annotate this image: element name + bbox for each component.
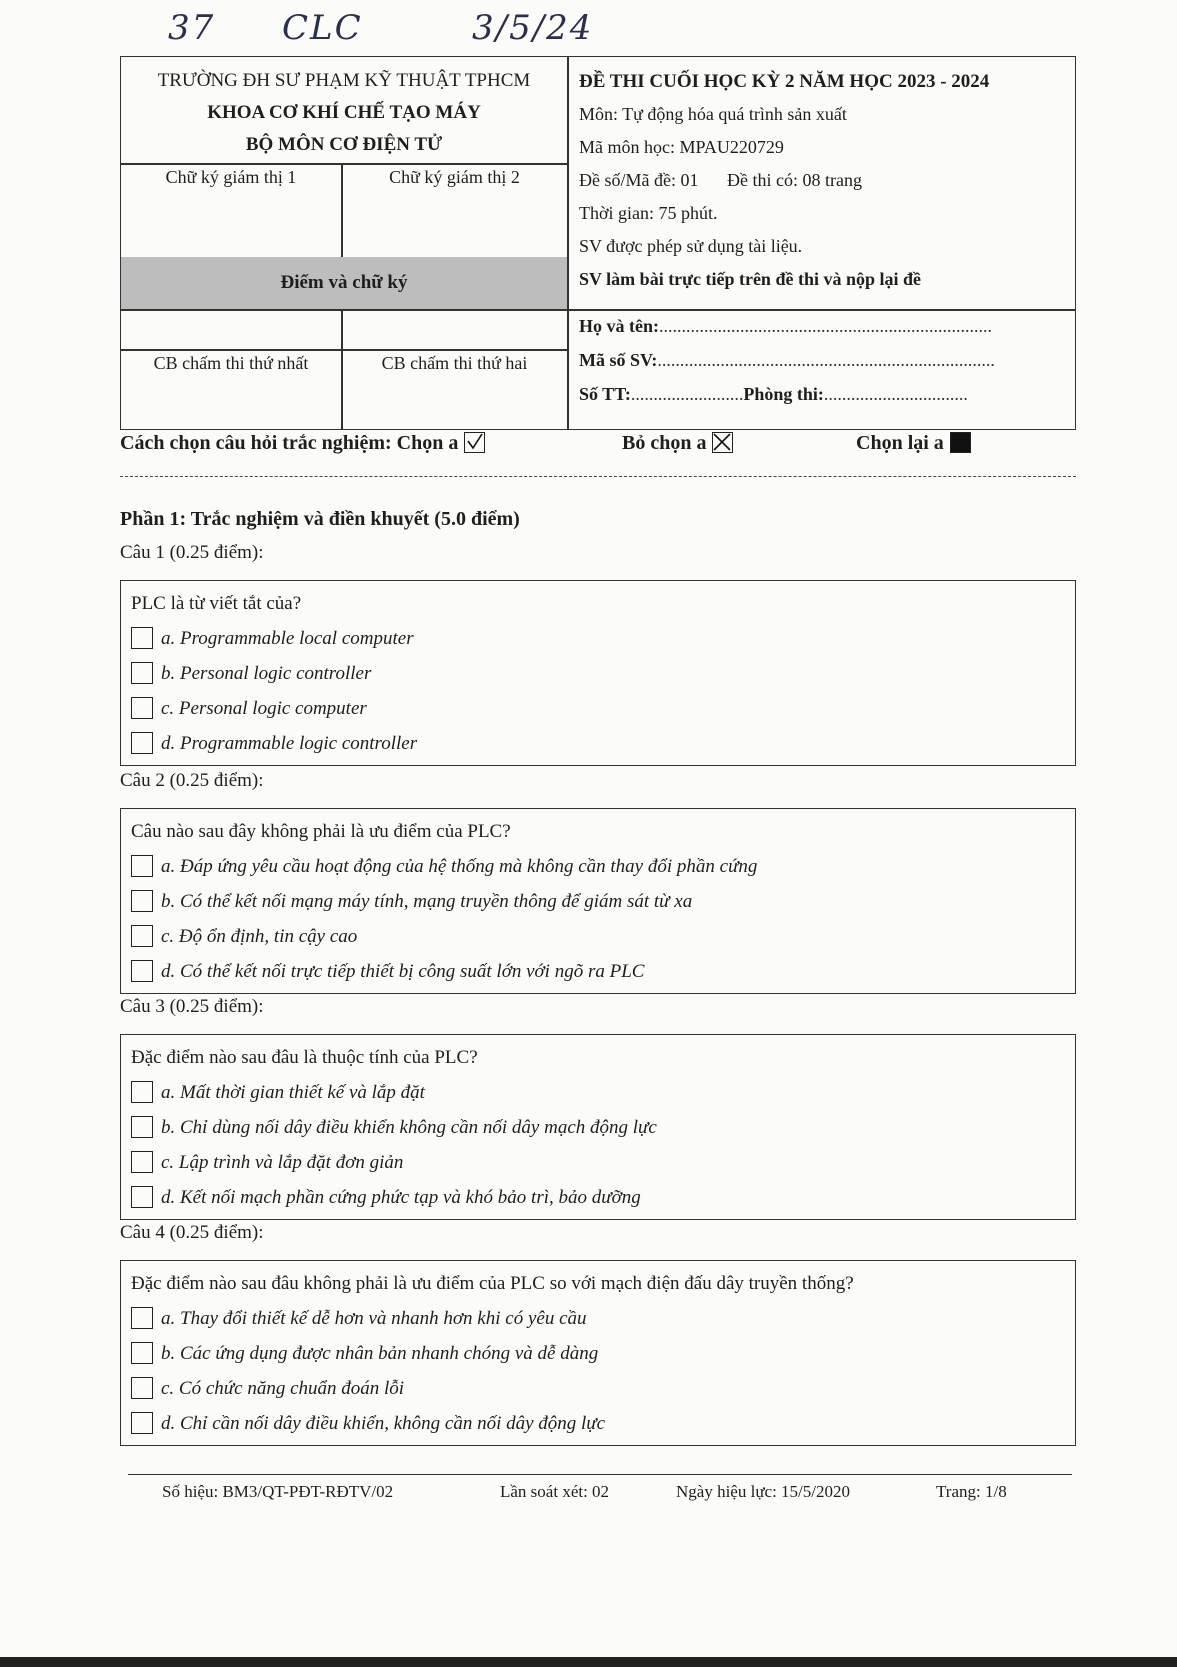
grader1-label-text: CB chấm thi thứ nhất: [153, 353, 309, 373]
question-2-option-c[interactable]: [131, 919, 1065, 954]
option-label: a. Thay đổi thiết kế dễ hơn và nhanh hơn khi có yêu cầu: [161, 1308, 587, 1329]
option-label: d. Kết nối mạch phần cứng phức tạp và khó bảo trì, bảo dưỡng: [161, 1187, 641, 1208]
question-4-box: [120, 1260, 1076, 1446]
checkbox[interactable]: [131, 697, 153, 719]
cross-mark-icon: [712, 432, 733, 453]
question-1-text: PLC là từ viết tắt của?: [131, 593, 302, 614]
university-name: TRƯỜNG ĐH SƯ PHẠM KỸ THUẬT TPHCM: [157, 70, 531, 91]
exam-title: ĐỀ THI CUỐI HỌC KỲ 2 NĂM HỌC 2023 - 2024: [579, 71, 990, 92]
student-name-row: [579, 309, 1069, 343]
question-1-option-a[interactable]: [131, 621, 1065, 656]
exam-number: Đề số/Mã đề: 01: [579, 170, 699, 190]
question-2-option-a[interactable]: [131, 849, 1065, 884]
question-4-option-a[interactable]: [131, 1301, 1065, 1336]
question-3-option-c[interactable]: [131, 1145, 1065, 1180]
proctor2-label: Chữ ký giám thị 2: [389, 167, 520, 187]
checkbox[interactable]: [131, 855, 153, 877]
exam-room-label: Phòng thi:: [743, 384, 824, 404]
checkbox[interactable]: [131, 1081, 153, 1103]
option-label: d. Có thể kết nối trực tiếp thiết bị công suất lớn với ngõ ra PLC: [161, 961, 645, 982]
legend-deselect: [622, 432, 733, 455]
department-name: BỘ MÔN CƠ ĐIỆN TỬ: [245, 134, 443, 155]
divider: [120, 476, 1076, 477]
checkbox[interactable]: [131, 732, 153, 754]
question-3-option-b[interactable]: [131, 1110, 1065, 1145]
legend-select-label: Cách chọn câu hỏi trắc nghiệm: Chọn a: [120, 432, 459, 454]
checkbox[interactable]: [131, 890, 153, 912]
option-label: a. Đáp ứng yêu cầu hoạt động của hệ thống mà không cần thay đổi phần cứng: [161, 856, 758, 877]
part1-heading: Phần 1: Trắc nghiệm và điền khuyết (5.0 điểm): [120, 508, 520, 530]
question-3-option-d[interactable]: [131, 1180, 1065, 1215]
checkbox[interactable]: [131, 960, 153, 982]
question-4-option-c[interactable]: [131, 1371, 1065, 1406]
question-3-heading: Câu 3 (0.25 điểm):: [120, 996, 264, 1017]
question-2-text: Câu nào sau đây không phải là ưu điểm của PLC?: [131, 821, 511, 842]
question-1-option-c[interactable]: [131, 691, 1065, 726]
checkbox[interactable]: [131, 925, 153, 947]
handwritten-number: 37: [168, 8, 216, 48]
footer-rule: [128, 1474, 1072, 1475]
question-1-option-d[interactable]: [131, 726, 1065, 761]
question-4-heading: Câu 4 (0.25 điểm):: [120, 1222, 264, 1243]
exam-number-row: [579, 164, 1069, 197]
exam-header: [120, 56, 1076, 430]
exam-room-field[interactable]: ................................: [823, 384, 968, 404]
checkbox[interactable]: [131, 1186, 153, 1208]
option-label: d. Chỉ cần nối dây điều khiển, không cần nối dây động lực: [161, 1413, 606, 1434]
option-label: b. Chỉ dùng nối dây điều khiển không cần nối dây mạch động lực: [161, 1117, 657, 1138]
footer-doc-number: Số hiệu: BM3/QT-PĐT-RĐTV/02: [162, 1482, 394, 1501]
option-label: b. Personal logic controller: [161, 663, 372, 684]
question-1-option-b[interactable]: [131, 656, 1065, 691]
question-2-option-b[interactable]: [131, 884, 1065, 919]
footer-page-number: Trang: 1/8: [936, 1482, 1007, 1501]
question-2-box: [120, 808, 1076, 994]
student-id-field[interactable]: ...........................................................................: [657, 350, 995, 370]
question-3-text: Đặc điểm nào sau đâu là thuộc tính của PLC?: [131, 1047, 478, 1068]
scan-edge: [0, 1657, 1177, 1667]
question-4-option-b[interactable]: [131, 1336, 1065, 1371]
student-id-label: Mã số SV:: [579, 350, 658, 370]
option-label: c. Personal logic computer: [161, 698, 367, 719]
footer-effective-date: Ngày hiệu lực: 15/5/2020: [676, 1482, 850, 1501]
student-no-label: Số TT:: [579, 384, 631, 404]
question-4-text: Đặc điểm nào sau đâu không phải là ưu điểm của PLC so với mạch điện đấu dây truyền thống?: [131, 1273, 854, 1294]
checkbox[interactable]: [131, 1151, 153, 1173]
student-name-field[interactable]: ..........................................................................: [659, 316, 992, 336]
handwritten-class: CLC: [282, 8, 363, 48]
proctor1-label: Chữ ký giám thị 1: [165, 167, 297, 187]
exam-materials: SV được phép sử dụng tài liệu.: [579, 236, 803, 256]
checkbox[interactable]: [131, 662, 153, 684]
question-2-heading: Câu 2 (0.25 điểm):: [120, 770, 264, 791]
exam-pages: Đề thi có: 08 trang: [726, 170, 862, 190]
checkbox[interactable]: [131, 1116, 153, 1138]
check-mark-icon: [464, 432, 485, 453]
option-label: b. Các ứng dụng được nhân bản nhanh chóng và dễ dàng: [161, 1343, 599, 1364]
legend-reselect: [856, 432, 971, 455]
filled-square-icon: [950, 432, 971, 453]
exam-course-code: Mã môn học: MPAU220729: [579, 137, 784, 157]
question-1-heading: Câu 1 (0.25 điểm):: [120, 542, 264, 563]
exam-info: [579, 65, 1069, 296]
question-2-option-d[interactable]: [131, 954, 1065, 989]
checkbox[interactable]: [131, 1307, 153, 1329]
checkbox[interactable]: [131, 1412, 153, 1434]
exam-subject: Môn: Tự động hóa quá trình sản xuất: [579, 104, 847, 124]
student-name-label: Họ và tên:: [579, 316, 659, 336]
handwritten-date: 3/5/24: [472, 8, 594, 48]
option-label: c. Có chức năng chuẩn đoán lỗi: [161, 1378, 405, 1399]
question-4-option-d[interactable]: [131, 1406, 1065, 1441]
question-1-box: [120, 580, 1076, 766]
student-id-row: [579, 343, 1069, 377]
question-3-option-a[interactable]: [131, 1075, 1065, 1110]
option-label: c. Độ ổn định, tin cậy cao: [161, 926, 358, 947]
grade-header: Điểm và chữ ký: [121, 257, 567, 309]
grader2-label-text: CB chấm thi thứ hai: [381, 353, 528, 373]
option-label: d. Programmable logic controller: [161, 733, 418, 754]
footer-revision: Lần soát xét: 02: [500, 1482, 610, 1501]
faculty-name: KHOA CƠ KHÍ CHẾ TẠO MÁY: [207, 102, 481, 123]
checkbox[interactable]: [131, 627, 153, 649]
legend-deselect-label: Bỏ chọn a: [622, 432, 707, 454]
question-3-box: [120, 1034, 1076, 1220]
school-info: [121, 65, 567, 161]
option-label: c. Lập trình và lắp đặt đơn giản: [161, 1152, 404, 1173]
option-label: a. Mất thời gian thiết kế và lắp đặt: [161, 1082, 425, 1103]
student-info: [579, 309, 1069, 411]
checkbox[interactable]: [131, 1342, 153, 1364]
student-no-field[interactable]: .........................: [630, 384, 744, 404]
option-label: b. Có thể kết nối mạng máy tính, mạng truyền thông để giám sát từ xa: [161, 891, 693, 912]
legend-reselect-label: Chọn lại a: [856, 432, 944, 454]
exam-instruction: SV làm bài trực tiếp trên đề thi và nộp lại đề: [579, 269, 921, 289]
option-label: a. Programmable local computer: [161, 628, 414, 649]
legend-select: [120, 432, 485, 455]
checkbox[interactable]: [131, 1377, 153, 1399]
exam-time: Thời gian: 75 phút.: [579, 203, 718, 223]
student-no-row: [579, 377, 1069, 411]
